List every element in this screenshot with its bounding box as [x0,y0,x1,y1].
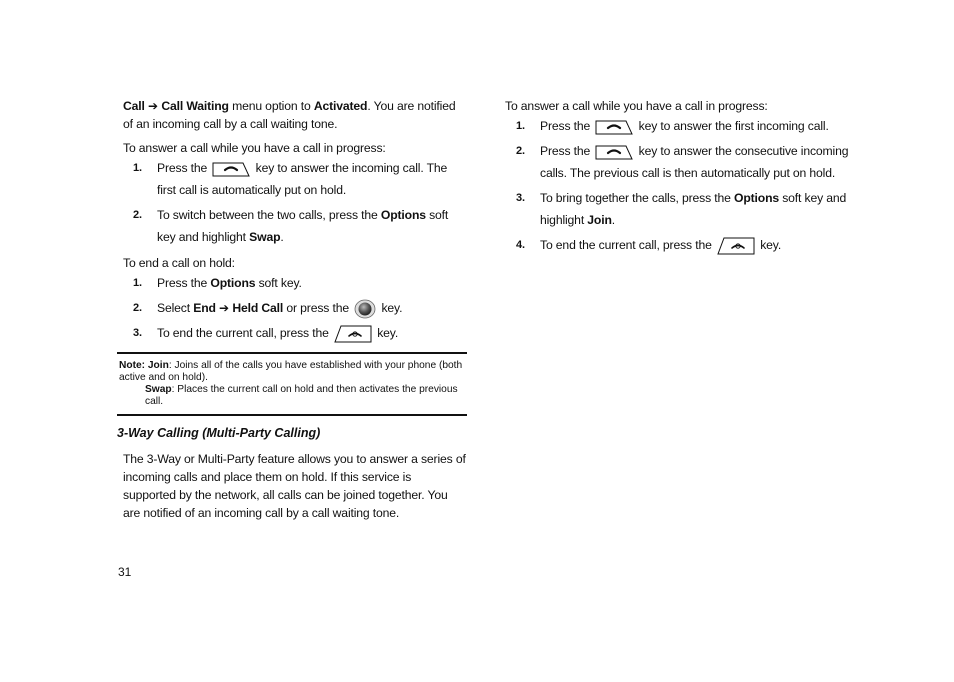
bold-swap: Swap [145,384,172,395]
bold-held-call: Held Call [232,301,284,315]
step-text: key to answer the first incoming call. [638,119,829,133]
step-number: 3. [133,327,142,339]
step-text: To switch between the two calls, press the [157,208,381,222]
intro-text-2: . You are notified of an incoming call by a call waiting tone. [123,99,456,131]
arrow-icon: ➔ [219,301,230,315]
note-box [117,352,467,416]
step-text: Press the [157,276,211,290]
step-number: 1. [133,277,142,289]
step-text: Press the [540,119,591,133]
step-number: 4. [516,239,525,251]
bold-call-waiting: Call Waiting [161,99,229,113]
note-label: Note: [119,360,146,371]
list-item [117,297,467,319]
page-number: 31 [118,565,132,579]
call-waiting-intro [117,97,467,133]
arrow-icon: ➔ [148,99,159,113]
list-item [117,272,467,294]
step-text: key. [760,238,782,252]
step-text: . [611,213,616,227]
bold-join: Join [587,213,612,227]
step-text: To end the current call, press the [540,238,712,252]
right-steps [505,115,855,256]
step-number: 2. [516,145,525,157]
answer-intro: To answer a call while you have a call in progress: [123,141,386,155]
bold-swap: Swap [249,230,281,244]
list-item [117,157,467,201]
note-swap-text: : Places the current call on hold and then activates the previous call. [145,384,458,407]
bold-options: Options [734,191,779,205]
bold-call: Call [123,99,145,113]
list-item [117,322,467,344]
step-text: soft key and highlight [157,208,449,244]
answer-steps [117,157,467,248]
intro-text-1: menu option to [228,99,314,113]
bold-end: End [193,301,216,315]
bold-options: Options [380,208,426,222]
step-text: key. [377,326,399,340]
list-item [117,204,467,248]
right-intro: To answer a call while you have a call in progress: [505,99,768,113]
step-text: soft key. [255,276,302,290]
step-number: 1. [133,162,142,174]
end-key-icon [717,237,755,255]
step-text: key. [381,301,403,315]
step-text: or press the [283,301,349,315]
step-text: key to answer the incoming call. The first call is automatically put on hold. [157,161,448,197]
step-number: 2. [133,209,142,221]
bold-join: Join [147,360,169,371]
bold-activated: Activated [313,99,368,113]
section-heading: 3-Way Calling (Multi-Party Calling) [117,426,321,440]
bold-options: Options [210,276,256,290]
step-text: . [280,230,284,244]
list-item [505,187,855,231]
list-item [505,140,855,184]
left-column [117,97,467,522]
step-text: Press the [540,144,591,158]
end-intro: To end a call on hold: [123,256,235,270]
step-text: To bring together the calls, press the [540,191,734,205]
step-number: 2. [133,302,142,314]
step-text: Press the [157,161,208,175]
step-number: 1. [516,120,525,132]
step-number: 3. [516,192,525,204]
note-join-text: : Joins all of the calls you have established with your phone (both active and on hold). [119,360,463,383]
step-text: Select [157,301,194,315]
right-column [505,97,855,262]
send-key-icon [212,161,250,177]
end-steps [117,272,467,344]
step-text: soft key and highlight [540,191,847,227]
list-item [505,234,855,256]
list-item [505,115,855,137]
nav-key-icon [354,299,376,319]
step-text: To end the current call, press the [157,326,329,340]
section-body: The 3-Way or Multi-Party feature allows you to answer a series of incoming calls and place them on hold. If this service is supported by the network, all calls can be joined together. You are notified of an incoming call by a call waiting tone. [123,452,466,520]
send-key-icon [595,144,633,160]
step-text: key to answer the consecutive incoming calls. The previous call is then automatically put on hold. [540,144,849,180]
end-key-icon [334,325,372,343]
send-key-icon [595,119,633,135]
